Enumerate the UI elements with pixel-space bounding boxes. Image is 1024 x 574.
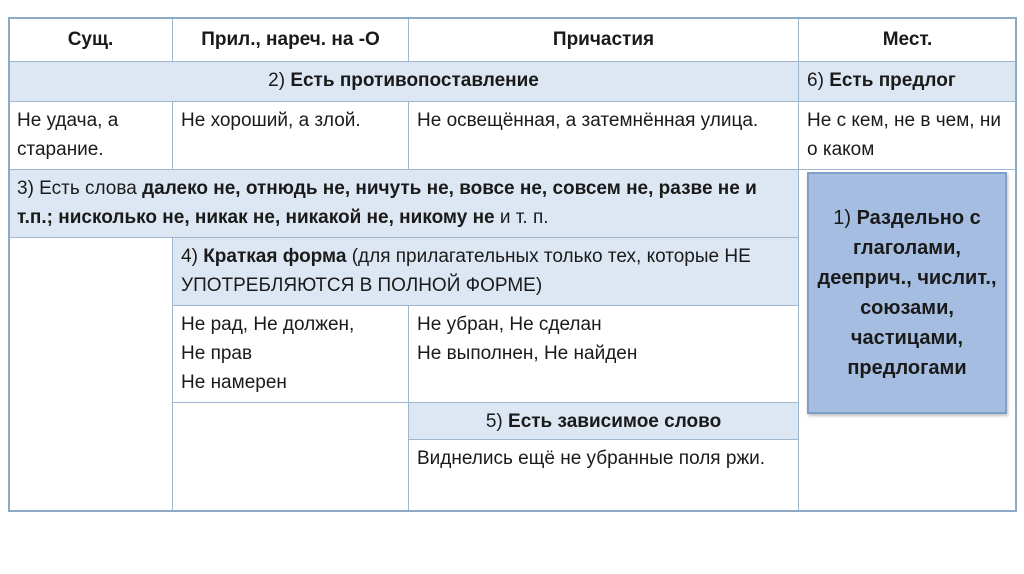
example-dependent-word-text: Виднелись ещё не убранные поля ржи.	[417, 448, 766, 469]
rule-3-suffix: и т. п.	[494, 207, 549, 228]
rule-6-cell	[798, 61, 1017, 102]
rule-1-callout-content	[817, 203, 997, 383]
header-noun-label: Сущ.	[67, 29, 114, 50]
rule-3-prefix: 3) Есть слова	[17, 178, 143, 199]
example-pronoun-contrast-text: Не с кем, не в чем, ни о каком	[807, 110, 1001, 160]
example-adj-short	[172, 305, 409, 403]
example-pronoun-contrast	[798, 101, 1017, 170]
example-dependent-word	[408, 439, 799, 512]
header-pronoun	[798, 17, 1017, 62]
rule-3-words: далеко не, отнюдь не, ничуть не, вовсе не, совсем не, разве не и т.п.; нисколько не, никак не, никакой не, никому не	[17, 178, 757, 228]
rule-3-cell	[8, 169, 799, 238]
example-adj-short-line: Не намерен	[181, 372, 287, 393]
example-adj-short-line: Не прав	[181, 343, 253, 364]
example-participle-contrast-text: Не освещённая, а затемнённая улица.	[417, 110, 759, 131]
header-adj	[172, 17, 409, 62]
example-participle-short-line: Не выполнен, Не найден	[417, 343, 638, 364]
rule-1-text: Раздельно с глаголами, дееприч., числит., союзами, частицами, предлогами	[817, 207, 997, 379]
rule-4-note: (для прилагательных только тех, которые НЕ УПОТРЕБЛЯЮТСЯ В ПОЛНОЙ ФОРМЕ)	[181, 246, 751, 296]
example-participle-short	[408, 305, 799, 403]
example-adj-short-line: Не рад, Не должен,	[181, 314, 355, 335]
rule-5-cell	[408, 402, 799, 440]
example-noun-contrast-text: Не удача, а старание.	[17, 110, 119, 160]
noun-lower-empty-cell	[8, 237, 173, 512]
rule-4-num: 4)	[181, 246, 204, 267]
example-participle-short-line: Не убран, Не сделан	[417, 314, 602, 335]
rule-5-text: Есть зависимое слово	[508, 411, 722, 432]
rule-1-callout	[807, 172, 1007, 414]
rule-2-text: Есть противопоставление	[290, 70, 539, 91]
header-participle	[408, 17, 799, 62]
header-participle-label: Причастия	[552, 29, 655, 50]
rule-2-cell	[8, 61, 799, 102]
rule-2-num: 2)	[268, 70, 291, 91]
example-adj-contrast	[172, 101, 409, 170]
header-adj-label: Прил., нареч. на -О	[201, 29, 380, 50]
rule-4-bold: Краткая форма	[203, 246, 347, 267]
rule-4-cell	[172, 237, 799, 306]
example-adj-contrast-text: Не хороший, а злой.	[181, 110, 361, 131]
example-noun-contrast	[8, 101, 173, 170]
adj-lower-empty-cell	[172, 402, 409, 512]
example-participle-contrast	[408, 101, 799, 170]
rule-6-text: Есть предлог	[829, 70, 956, 91]
header-pronoun-label: Мест.	[882, 29, 933, 50]
rule-1-num: 1)	[833, 207, 857, 229]
rule-5-num: 5)	[485, 411, 509, 432]
rule-6-num: 6)	[807, 70, 830, 91]
header-noun	[8, 17, 173, 62]
